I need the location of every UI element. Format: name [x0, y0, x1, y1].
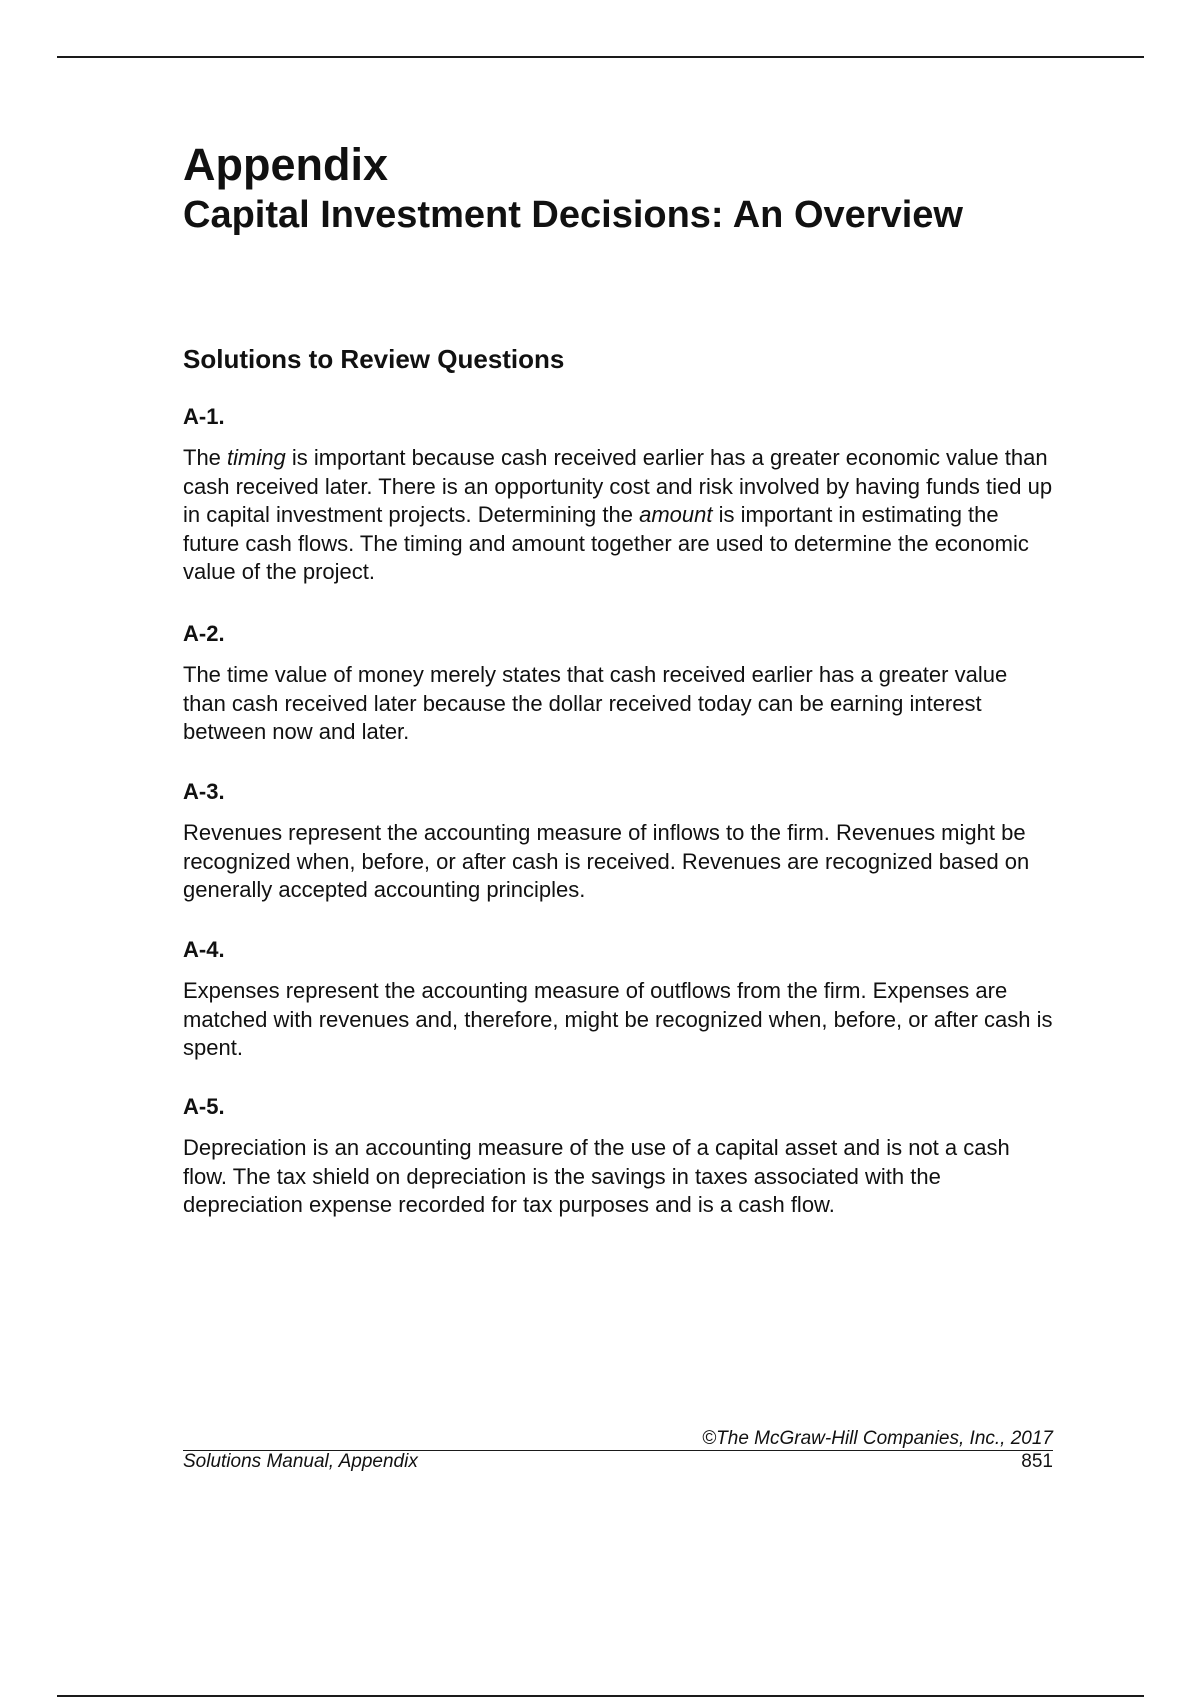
- question-label: A-2.: [183, 621, 225, 646]
- question-answer: Depreciation is an accounting measure of the use of a capital asset and is not a cash flow. The tax shield on depreciation is the savings in taxes associated with the depreciation expense recorded for tax purposes and is a cash flow.: [183, 1135, 1010, 1217]
- top-rule: [57, 56, 1144, 58]
- title-block: [183, 138, 1053, 238]
- question-label: A-1.: [183, 404, 225, 429]
- bottom-rule: [57, 1695, 1144, 1697]
- question-answer: Revenues represent the accounting measure of inflows to the firm. Revenues might be recognized when, before, or after cash is received. Revenues are recognized based on generally accepted accounting principles.: [183, 820, 1030, 902]
- question-answer: The time value of money merely states that cash received earlier has a greater value than cash received later because the dollar received today can be earning interest between now and later.: [183, 662, 1008, 744]
- question-label: A-5.: [183, 1094, 225, 1119]
- footer-row: [183, 1451, 1053, 1473]
- question-a1: [183, 404, 1053, 587]
- section-heading: Solutions to Review Questions: [183, 344, 565, 374]
- appendix-label: Appendix: [183, 139, 389, 190]
- page-number: 851: [1021, 1451, 1053, 1472]
- question-label: A-4.: [183, 937, 225, 962]
- question-a3: [183, 779, 1053, 905]
- question-label: A-3.: [183, 779, 225, 804]
- question-a2: [183, 621, 1053, 747]
- page-footer: [183, 1428, 1053, 1473]
- question-a5: [183, 1094, 1053, 1220]
- manual-title: Solutions Manual, Appendix: [183, 1451, 418, 1472]
- copyright-notice: ©The McGraw-Hill Companies, Inc., 2017: [702, 1428, 1053, 1449]
- page-title: Capital Investment Decisions: An Overview: [183, 194, 963, 236]
- question-a4: [183, 937, 1053, 1063]
- question-answer: The timing is important because cash received earlier has a greater economic value than cash received later. There is an opportunity cost and risk involved by having funds tied up in capital investment projects. Determining the amount is important in estimating the future cash flows. The timing and amount together are used to determine the economic value of the project.: [183, 445, 1053, 584]
- question-answer: Expenses represent the accounting measure of outflows from the firm. Expenses are matched with revenues and, therefore, might be recognized when, before, or after cash is spent.: [183, 978, 1053, 1060]
